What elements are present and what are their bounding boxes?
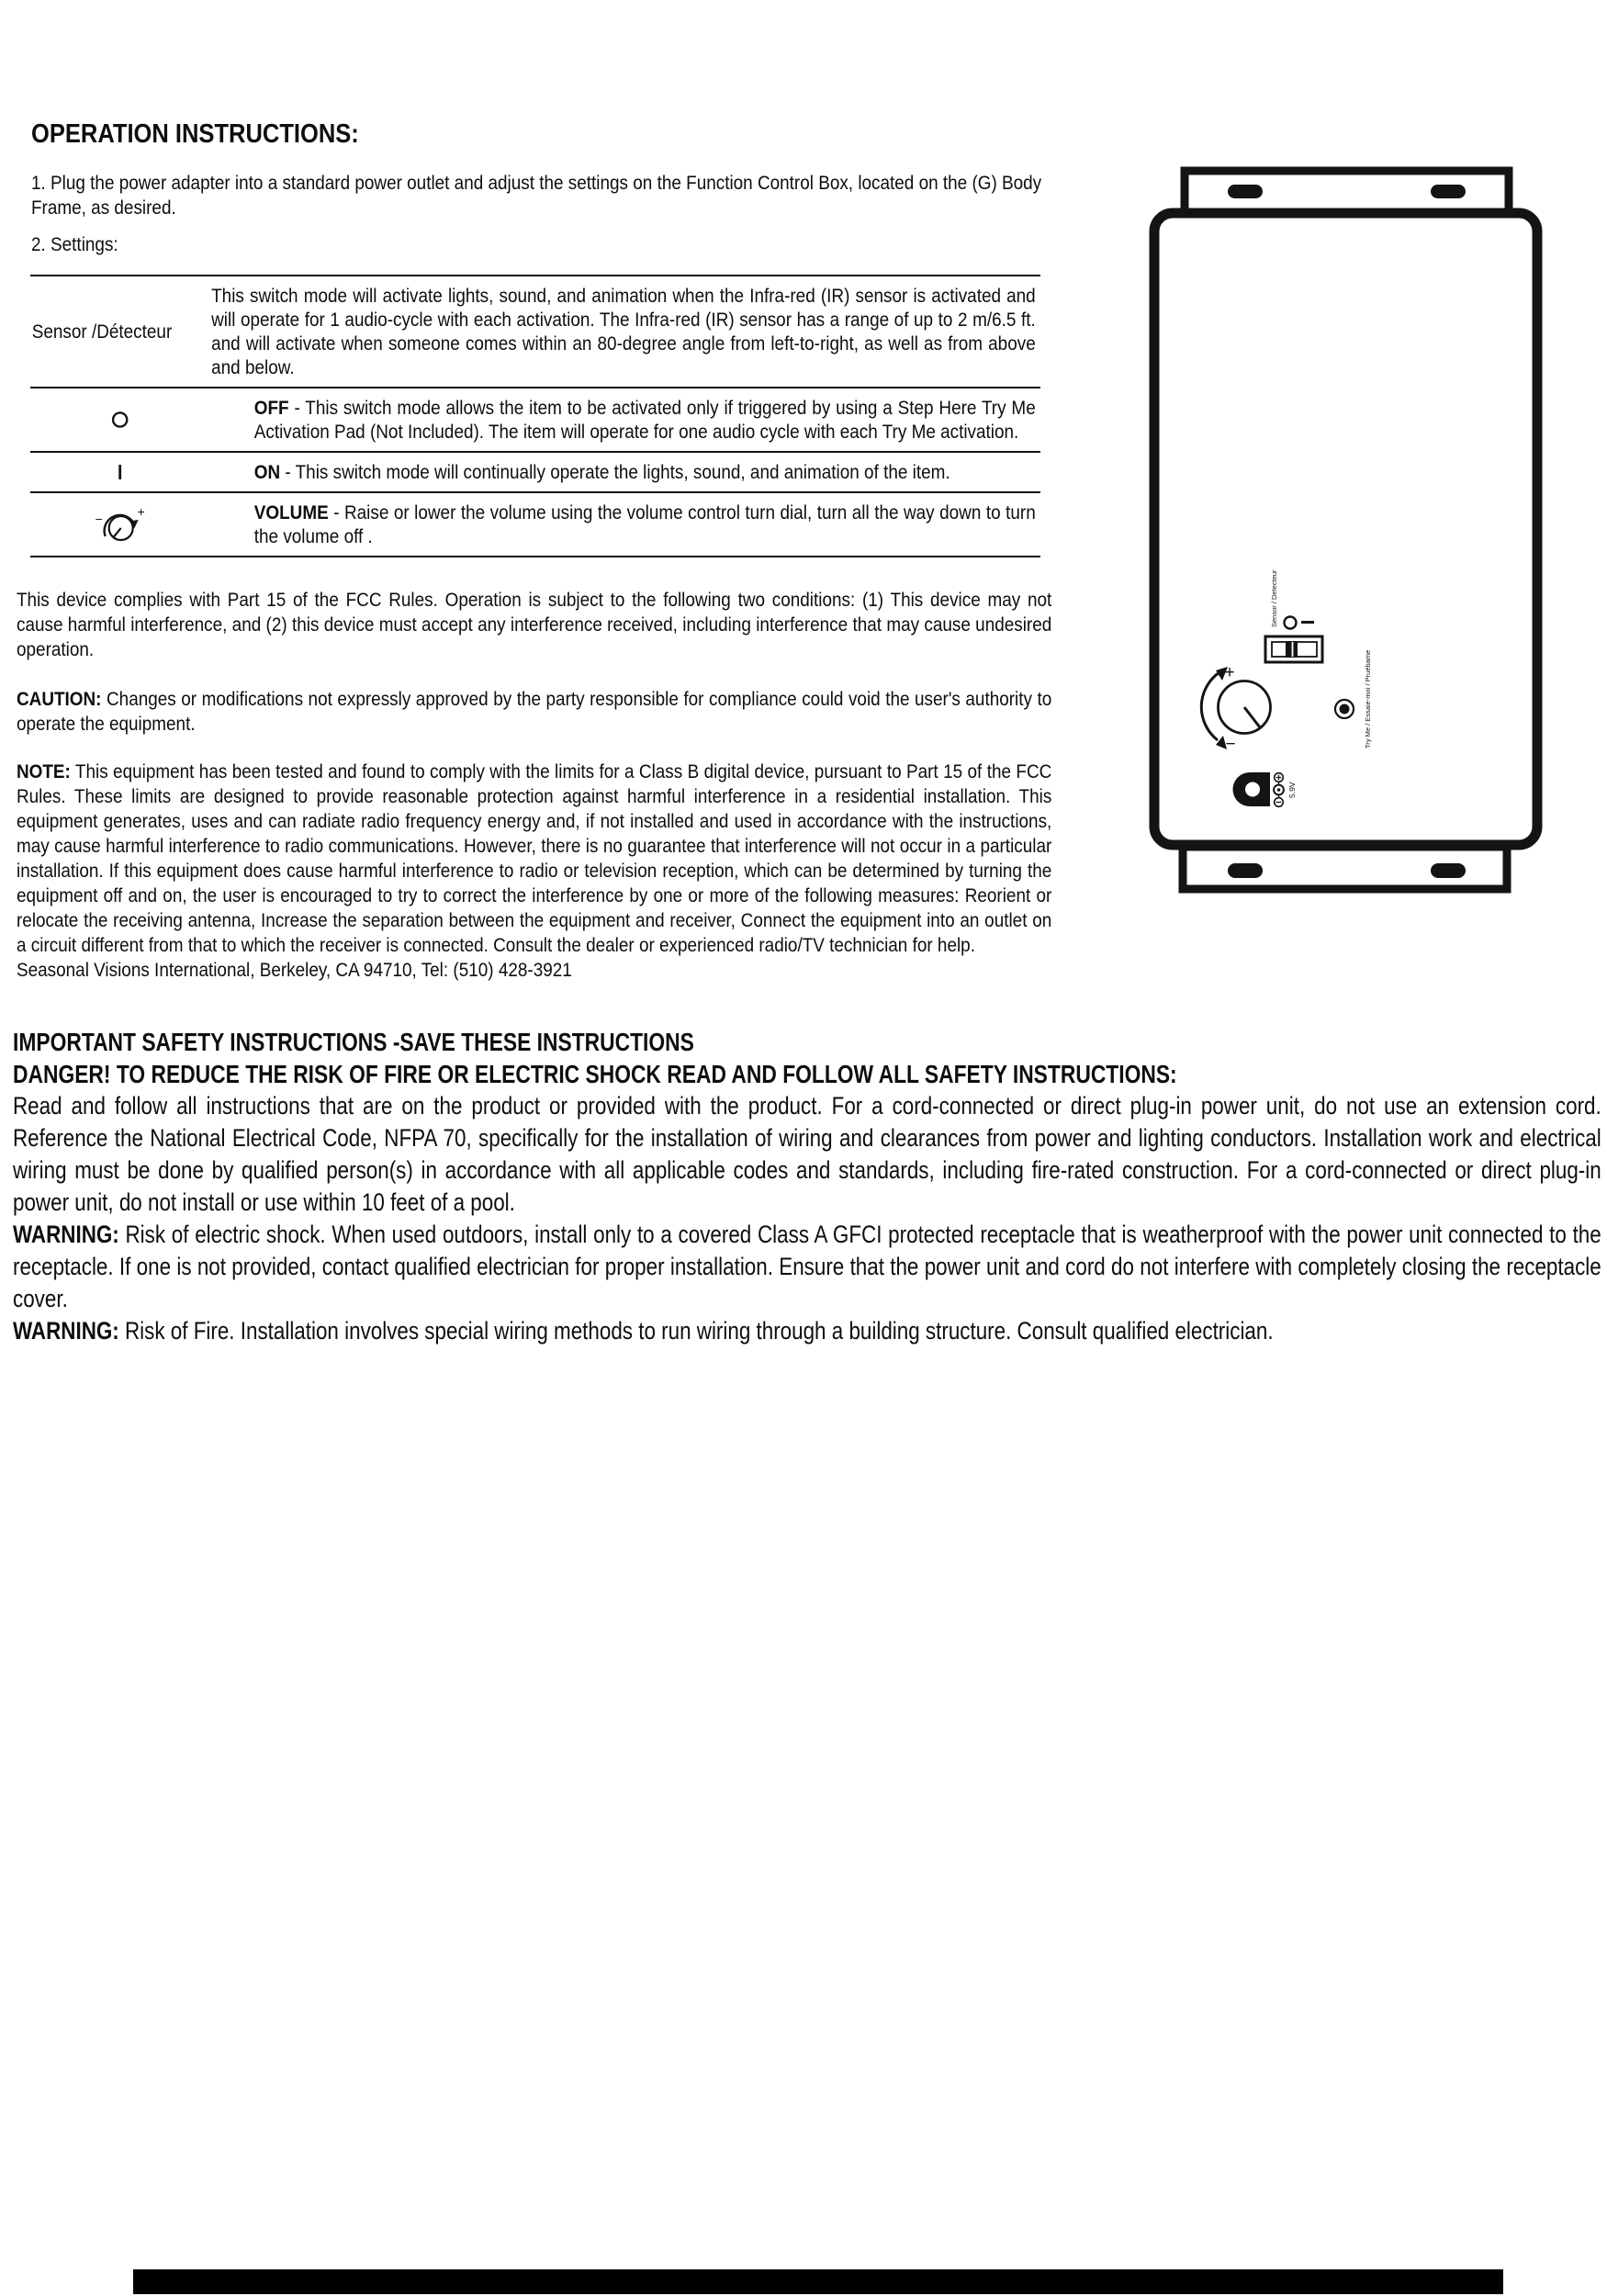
sensor-switch[interactable] [1265,636,1322,662]
fcc-statement: This device complies with Part 15 of the FCC Rules. Operation is subject to the following two conditions: (1) This device may not cause harmful interference, and (2) this device must accept any interference received, including interference that may cause undesired operation. [17,589,1052,660]
polarity-marking-icon [1274,773,1284,807]
warning2-label: WARNING: [13,1317,119,1345]
sensor-switch-label: Sensor / Detecteur [1270,569,1278,627]
note-label: NOTE: [17,760,71,782]
safety-heading: IMPORTANT SAFETY INSTRUCTIONS -SAVE THESE INSTRUCTIONS [13,1028,694,1056]
table-row-volume [30,493,1040,557]
table-row-off [30,388,1040,453]
sensor-row-label: Sensor /Détecteur [31,321,173,343]
off-row-description: OFF - This switch mode allows the item to be activated only if triggered by using a Step Here Try Me Activation Pad (Not Included). The item will operate for one audio cycle with each Try Me activation. [253,397,1036,443]
bracket-slot [1228,863,1263,878]
volume-plus-glyph: + [137,503,145,520]
table-row-on [30,453,1040,493]
warning-fire: WARNING: Risk of Fire. Installation involves special wiring methods to run wiring through a building structure. Consult qualified electrician. [13,1317,1274,1345]
safety-instructions: Read and follow all instructions that are on the product or provided with the product. For a cord-connected or direct plug-in power unit, do not use an extension cord. Reference the National Electrical Code, NFPA 70, specifically for the installation of wiring and clearances from power and lighting conductors. Installation work and electrical wiring must be done by qualified person(s) in accordance with all applicable codes and standards, including fire-rated construction. For a cord-connected or direct plug-in power unit, do not install or use within 10 feet of a pool. [13,1092,1601,1216]
try-me-label: Try Me / Essaie-moi / Pruébame [1364,649,1372,748]
bracket-slot [1431,185,1466,198]
bracket-slot [1431,863,1466,878]
mounting-bracket-bottom [1183,847,1507,889]
volume-row-description: VOLUME - Raise or lower the volume using the volume control turn dial, turn all the way down to turn the volume off . [253,501,1036,547]
on-label: ON [253,461,281,483]
device-diagram [1139,156,1561,918]
bracket-slot [1228,185,1263,198]
sensor-row-description: This switch mode will activate lights, sound, and animation when the Infra-red (IR) sensor is activated and will operate for 1 audio-cycle with each activation. The Infra-red (IR) sensor has a range of up to 2 m/6.5 ft. and will activate when someone comes within an 80-degree angle from left-to-right, as well as from above and below. [211,285,1036,378]
caution-label: CAUTION: [17,688,102,710]
page-title: OPERATION INSTRUCTIONS: [31,119,359,149]
control-box-body [1154,213,1537,845]
voltage-label: 5.9V [1287,782,1297,798]
safety-section [13,1026,1601,1347]
caution-note: CAUTION: Changes or modifications not expressly approved by the party responsible for compliance could void the user's authority to operate the equipment. [17,688,1052,735]
warning1-label: WARNING: [13,1221,119,1248]
volume-label: VOLUME [253,501,329,523]
volume-dial-icon [94,502,147,546]
try-me-button[interactable] [1335,700,1354,718]
warning-electric-shock: WARNING: Risk of electric shock. When used outdoors, install only to a covered Class A GFCI protected receptacle that is weatherproof with the power unit connected to the receptacle. If one is not provided, contact qualified electrician for proper installation. Ensure that the power unit and cord do not interfere with completely closing the receptacle cover. [13,1221,1601,1312]
danger-heading: DANGER! TO REDUCE THE RISK OF FIRE OR ELECTRIC SHOCK READ AND FOLLOW ALL SAFETY INSTRUCTIONS: [13,1060,1177,1088]
volume-minus-glyph: − [95,511,103,527]
settings-table [30,275,1040,557]
bottom-scan-bar [133,2269,1503,2294]
manufacturer-address: Seasonal Visions International, Berkeley, CA 94710, Tel: (510) 428-3921 [17,959,572,981]
fcc-class-b-note: NOTE: This equipment has been tested and found to comply with the limits for a Class B digital device, pursuant to Part 15 of the FCC Rules. These limits are designed to provide reasonable protection against harmful interference in a residential installation. This equipment generates, uses and can radiate radio frequency energy and, if not installed and used in accordance with the instructions, may cause harmful interference to radio communications. However, there is no guarantee that interference will not occur in a particular installation. If this equipment does cause harmful interference to radio or television reception, which can be determined by turning the equipment off and on, the user is encouraged to try to correct the interference by one or more of the following measures: Reorient or relocate the receiving antenna, Increase the separation between the equipment and receiver, Connect the equipment into an outlet on a circuit different from that to which the receiver is connected. Consult the dealer or experienced radio/TV technician for help. Seasonal Visions International, Berkeley, CA 94710, Tel: (510) 428-3921 [17,760,1052,981]
mounting-bracket-top [1185,171,1509,213]
off-circle-icon [110,410,130,430]
volume-minus-label: − [1225,735,1236,754]
table-row-sensor [30,276,1040,388]
on-bar-icon [116,462,125,482]
volume-plus-label: + [1224,663,1235,682]
step-1: 1. Plug the power adapter into a standard power outlet and adjust the settings on the Function Control Box, located on the (G) Body Frame, as desired. [31,172,1042,219]
power-jack[interactable] [1233,772,1271,806]
on-row-description: ON - This switch mode will continually operate the lights, sound, and animation of the item. [253,461,950,483]
off-label: OFF [253,397,289,419]
step-2: 2. Settings: [31,233,118,255]
